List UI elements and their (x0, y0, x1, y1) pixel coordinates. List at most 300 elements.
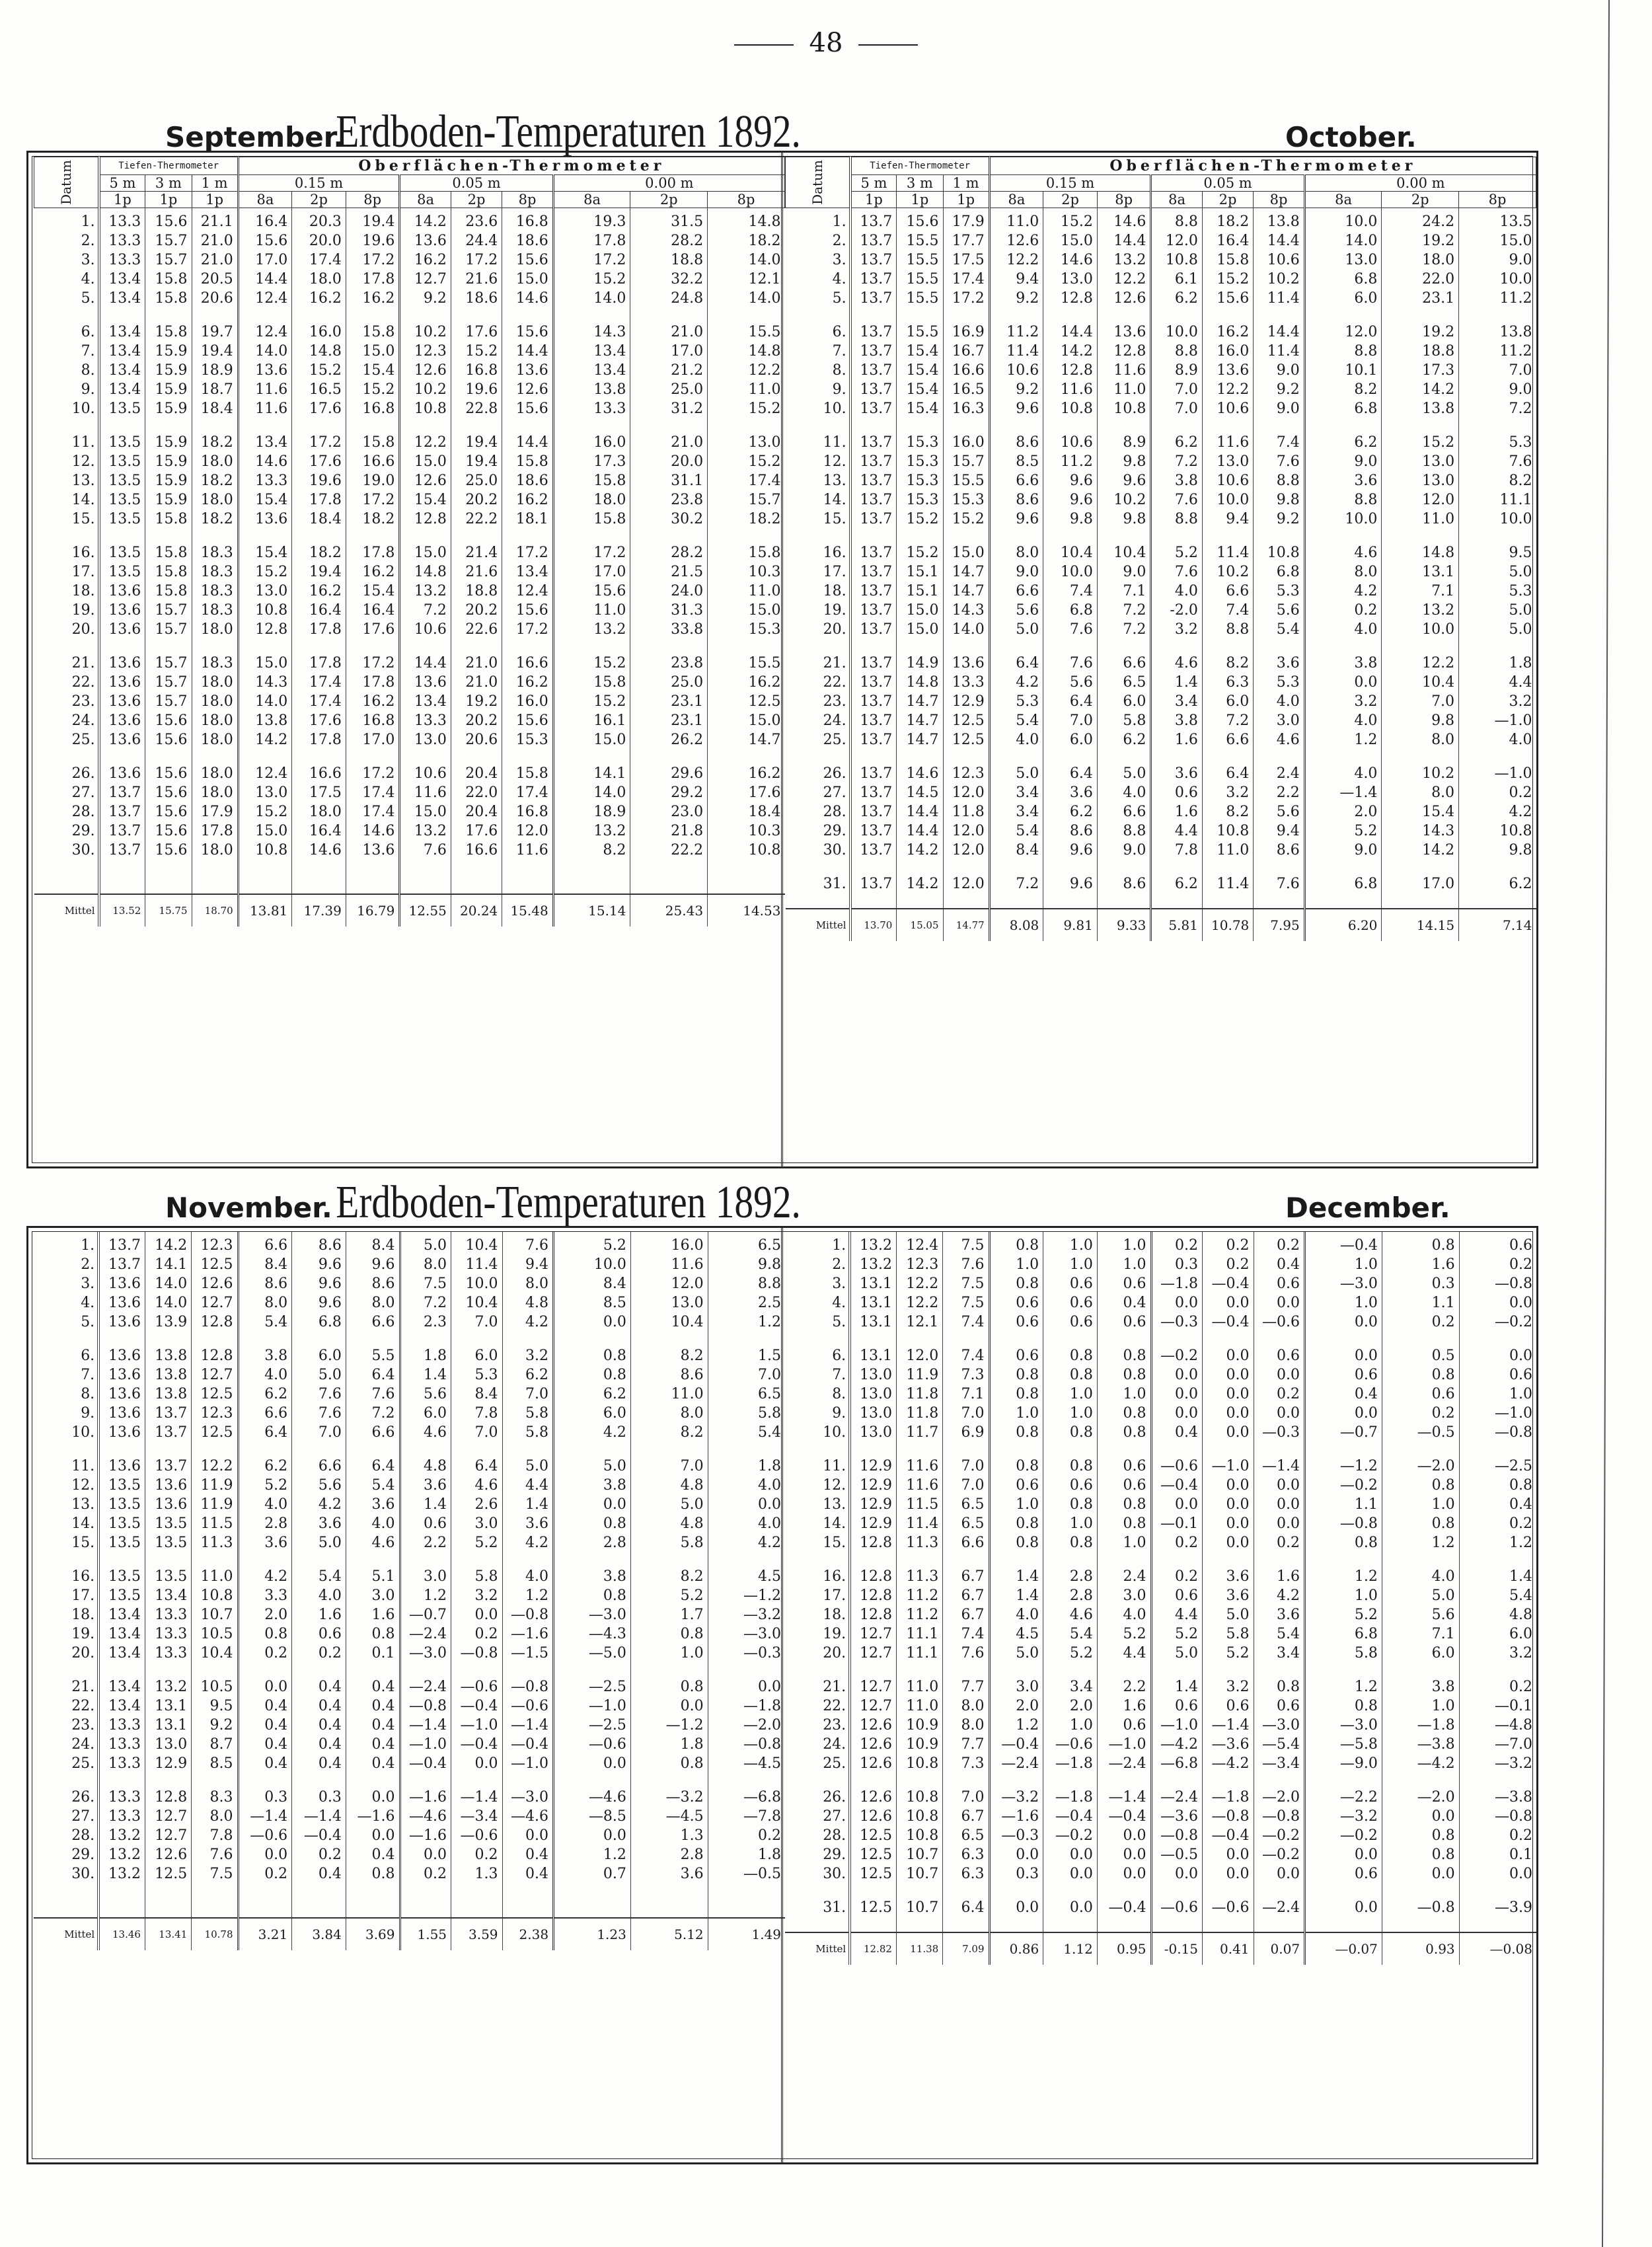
value-cell: 0.6 (1097, 1476, 1151, 1495)
value-cell: —3.0 (554, 1605, 631, 1624)
value-cell: 15.7 (943, 452, 989, 471)
value-cell: 1.4 (1151, 1677, 1203, 1696)
table-row (34, 452, 785, 471)
table-row (786, 764, 1536, 783)
table-row (786, 231, 1536, 250)
value-cell: 17.0 (553, 562, 630, 582)
table-row (785, 1514, 1536, 1533)
value-cell: 14.3 (553, 323, 630, 342)
value-cell: 12.5 (859, 1827, 892, 1844)
value-cell: —0.2 (1254, 1845, 1305, 1864)
value-cell: 6.0 (292, 1346, 346, 1365)
value-cell: 7.2 (1459, 399, 1536, 418)
value-cell: 6.4 (1043, 764, 1098, 783)
value-cell: —1.4 (400, 1716, 451, 1735)
value-cell: 0.4 (346, 1716, 400, 1735)
value-cell: 21.6 (451, 562, 502, 582)
value-cell: —0.2 (1254, 1826, 1305, 1845)
mittel-cell: 15.05 (897, 909, 943, 941)
value-cell: 12.9 (145, 1754, 191, 1773)
value-cell: 9.2 (989, 380, 1043, 399)
value-cell: 5.0 (554, 1457, 631, 1476)
day-cell: 29. (786, 821, 850, 841)
value-cell: 13.7 (860, 473, 893, 489)
day-cell: 6. (34, 1346, 98, 1365)
value-cell: 13.2 (553, 821, 630, 841)
value-cell: 13.7 (860, 511, 893, 527)
value-cell: 17.4 (502, 783, 553, 802)
value-cell: 8.4 (554, 1274, 631, 1293)
value-cell: —2.2 (1305, 1788, 1382, 1807)
hour-header: 2p (292, 192, 346, 208)
value-cell: 10.8 (896, 1788, 942, 1807)
table-row (34, 582, 785, 601)
table-row (34, 1605, 785, 1624)
bottom-section-header (26, 1170, 1526, 1229)
day-cell: 24. (785, 1735, 850, 1754)
day-cell: 20. (786, 620, 850, 639)
value-cell: 12.6 (859, 1755, 892, 1772)
day-cell: 3. (34, 250, 99, 270)
value-cell: 5.0 (1459, 562, 1536, 582)
mittel-cell: 12.82 (850, 1932, 896, 1965)
value-cell: 10.0 (554, 1255, 631, 1274)
table-row (34, 1624, 785, 1644)
value-cell: 1.0 (989, 1255, 1043, 1274)
value-cell: 14.4 (238, 270, 292, 289)
value-cell: 15.5 (897, 250, 943, 270)
value-cell: 4.6 (1151, 654, 1202, 673)
value-cell: 0.2 (400, 1864, 451, 1884)
table-row (785, 1898, 1536, 1917)
value-cell: 6.0 (400, 1404, 451, 1423)
table-row (785, 1293, 1536, 1313)
value-cell: 10.8 (896, 1807, 942, 1826)
value-cell: 16.3 (943, 399, 989, 418)
value-cell: 9.2 (989, 289, 1043, 308)
day-cell: 19. (785, 1624, 850, 1644)
value-cell: 15.3 (897, 471, 943, 490)
value-cell: 13.4 (108, 1645, 141, 1661)
depth-header: 5 m (850, 175, 897, 192)
value-cell: 0.6 (1151, 783, 1202, 802)
value-cell: 13.5 (108, 1587, 141, 1604)
value-cell: 5.8 (630, 1533, 708, 1552)
value-cell: 12.7 (192, 1365, 238, 1385)
value-cell: 7.6 (1254, 874, 1304, 894)
value-cell: 11.1 (896, 1624, 942, 1644)
value-cell: 0.6 (292, 1624, 346, 1644)
depth-header: 0.15 m (238, 175, 400, 192)
value-cell: 16.4 (292, 601, 346, 620)
value-cell: 6.6 (989, 582, 1043, 601)
value-cell: 13.0 (238, 783, 292, 802)
value-cell: 14.4 (1097, 231, 1151, 250)
value-cell: 0.8 (554, 1365, 631, 1385)
value-cell: 0.8 (1043, 1533, 1098, 1552)
value-cell: 1.0 (1382, 1696, 1459, 1716)
day-cell: 20. (785, 1644, 850, 1663)
value-cell: 18.4 (192, 399, 238, 418)
value-cell: 6.0 (554, 1404, 631, 1423)
value-cell: —3.0 (708, 1624, 785, 1644)
day-cell: 3. (34, 1274, 98, 1293)
value-cell: 21.8 (630, 821, 708, 841)
value-cell: 12.0 (896, 1346, 942, 1365)
value-cell: 9.2 (1254, 510, 1304, 529)
value-cell: 10.8 (238, 601, 292, 620)
value-cell: 1.0 (1097, 1385, 1151, 1404)
value-cell: 20.0 (292, 231, 346, 250)
mittel-cell: 15.75 (145, 894, 192, 927)
day-cell: 21. (786, 654, 850, 673)
value-cell: 0.0 (1203, 1365, 1254, 1385)
value-cell: —3.0 (502, 1788, 554, 1807)
value-cell: 0.0 (1203, 1864, 1254, 1884)
value-cell: 13.2 (1382, 601, 1459, 620)
value-cell: —3.8 (1459, 1788, 1536, 1807)
mittel-cell: 8.08 (989, 909, 1043, 941)
value-cell: 5.0 (989, 1644, 1043, 1663)
value-cell: 13.5 (108, 453, 141, 470)
value-cell: 13.7 (860, 712, 893, 729)
value-cell: 12.0 (943, 821, 989, 841)
value-cell: 7.8 (192, 1826, 238, 1845)
hour-header: 8p (1097, 192, 1151, 208)
value-cell: 8.5 (192, 1754, 238, 1773)
day-cell: 29. (785, 1845, 850, 1864)
value-cell: 13.5 (108, 1477, 141, 1494)
value-cell: 0.0 (1305, 1346, 1382, 1365)
value-cell: —0.6 (1151, 1457, 1203, 1476)
value-cell: —0.8 (1382, 1898, 1459, 1917)
mittel-row (34, 1918, 785, 1950)
value-cell: 4.0 (346, 1514, 400, 1533)
table-row (786, 821, 1536, 841)
day-cell: 18. (34, 582, 99, 601)
value-cell: 8.2 (553, 841, 630, 860)
value-cell: 13.7 (860, 583, 893, 599)
section-title: Erdboden-Temperaturen 1892. (336, 106, 801, 157)
table-row (34, 783, 785, 802)
value-cell: 7.4 (1202, 601, 1253, 620)
top-section-header (26, 99, 1526, 159)
value-cell: 1.7 (630, 1605, 708, 1624)
value-cell: —0.8 (451, 1644, 503, 1663)
hour-header: 8a (238, 192, 292, 208)
table-row (785, 1826, 1536, 1845)
value-cell: 13.1 (859, 1348, 892, 1364)
value-cell: 13.5 (108, 400, 141, 417)
value-cell: 8.6 (1254, 841, 1304, 860)
value-cell: 12.9 (943, 692, 989, 711)
value-cell: 13.0 (1202, 452, 1253, 471)
value-cell: 15.8 (553, 471, 630, 490)
value-cell: 10.4 (1043, 543, 1098, 562)
oberflaechen-header: Oberflächen-Thermometer (238, 157, 784, 175)
value-cell: 13.5 (108, 473, 141, 489)
value-cell: 10.4 (192, 1644, 238, 1663)
value-cell: 0.8 (1305, 1696, 1382, 1716)
value-cell: 17.8 (553, 231, 630, 250)
value-cell: 11.6 (238, 399, 292, 418)
value-cell: 1.0 (1043, 1232, 1098, 1255)
value-cell: 15.6 (145, 841, 192, 860)
value-cell: 0.0 (1254, 1404, 1305, 1423)
value-cell: 3.6 (238, 1533, 292, 1552)
value-cell: 12.3 (192, 1404, 238, 1423)
value-cell: 6.6 (1202, 730, 1253, 749)
mittel-cell: 13.41 (145, 1918, 191, 1950)
table-row (786, 543, 1536, 562)
value-cell: 15.6 (502, 711, 553, 730)
value-cell: 18.4 (292, 510, 346, 529)
value-cell: 2.8 (1043, 1586, 1098, 1605)
value-cell: 22.2 (630, 841, 708, 860)
value-cell: 7.5 (943, 1293, 989, 1313)
value-cell: 6.6 (1097, 802, 1151, 821)
value-cell: 12.0 (943, 874, 989, 894)
table-row (34, 1346, 785, 1365)
value-cell: 0.2 (1203, 1232, 1254, 1255)
value-cell: 13.7 (860, 290, 893, 307)
value-cell: 0.6 (1151, 1586, 1203, 1605)
value-cell: 13.4 (502, 562, 553, 582)
value-cell: 24.0 (630, 582, 708, 601)
value-cell: 15.3 (897, 433, 943, 452)
value-cell: 0.0 (1254, 1476, 1305, 1495)
value-cell: 13.7 (860, 621, 893, 638)
value-cell: 13.6 (400, 231, 451, 250)
value-cell: 17.2 (943, 289, 989, 308)
mittel-cell: 10.78 (192, 1918, 238, 1950)
value-cell: 8.0 (192, 1807, 238, 1826)
table-row (34, 361, 785, 380)
hour-header: 1p (99, 192, 145, 208)
value-cell: 14.4 (1254, 323, 1304, 342)
hour-header: 1p (192, 192, 238, 208)
value-cell: 15.2 (553, 654, 630, 673)
value-cell: 6.7 (943, 1605, 989, 1624)
table-row (785, 1533, 1536, 1552)
day-cell: 1. (34, 208, 99, 232)
day-cell: 7. (785, 1365, 850, 1385)
value-cell: 14.4 (1043, 323, 1098, 342)
value-cell: 17.8 (292, 654, 346, 673)
value-cell: 9.6 (989, 510, 1043, 529)
value-cell: 13.4 (238, 433, 292, 452)
value-cell: 6.2 (1097, 730, 1151, 749)
day-cell: 16. (34, 1567, 98, 1586)
value-cell: 11.2 (896, 1586, 942, 1605)
table-row (34, 1716, 785, 1735)
value-cell: 13.7 (860, 655, 893, 671)
table-row (34, 323, 785, 342)
value-cell: 5.6 (989, 601, 1043, 620)
value-cell: 29.6 (630, 764, 708, 783)
value-cell: 13.5 (108, 1496, 141, 1513)
value-cell: 22.0 (451, 783, 502, 802)
value-cell: 7.5 (943, 1274, 989, 1293)
value-cell: 12.2 (896, 1293, 942, 1313)
value-cell: —5.8 (1305, 1735, 1382, 1754)
day-cell: 26. (34, 764, 99, 783)
section-title: Erdboden-Temperaturen 1892. (336, 1177, 801, 1228)
value-cell: 11.6 (400, 783, 451, 802)
value-cell: 13.7 (108, 1237, 141, 1254)
value-cell: 15.8 (346, 433, 400, 452)
mittel-cell: 13.70 (850, 909, 897, 941)
table-row (786, 208, 1536, 232)
day-cell: 4. (785, 1293, 850, 1313)
value-cell: 6.4 (1202, 764, 1253, 783)
value-cell: 14.4 (897, 821, 943, 841)
value-cell: —1.6 (502, 1624, 554, 1644)
value-cell: 15.5 (897, 231, 943, 250)
table-row (785, 1807, 1536, 1826)
value-cell: 14.3 (238, 673, 292, 692)
value-cell: 0.8 (989, 1457, 1043, 1476)
value-cell: —7.8 (708, 1807, 785, 1826)
value-cell: 9.6 (292, 1274, 346, 1293)
value-cell: 7.6 (346, 1385, 400, 1404)
value-cell: —2.0 (708, 1716, 785, 1735)
value-cell: 0.0 (1151, 1385, 1203, 1404)
value-cell: 14.6 (1097, 208, 1151, 232)
value-cell: 29.2 (630, 783, 708, 802)
value-cell: 1.0 (1305, 1586, 1382, 1605)
value-cell: 5.8 (502, 1404, 554, 1423)
value-cell: 4.0 (1097, 783, 1151, 802)
value-cell: 5.4 (1254, 620, 1304, 639)
value-cell: 11.0 (896, 1677, 942, 1696)
value-cell: 15.2 (1202, 270, 1253, 289)
value-cell: —0.4 (292, 1826, 346, 1845)
value-cell: —4.8 (1459, 1716, 1536, 1735)
value-cell: 16.5 (943, 380, 989, 399)
day-cell: 9. (34, 1404, 98, 1423)
value-cell: 13.7 (860, 343, 893, 360)
table-row (785, 1346, 1536, 1365)
value-cell: 11.9 (896, 1365, 942, 1385)
table-row (786, 654, 1536, 673)
value-cell: 4.0 (1151, 582, 1202, 601)
day-cell: 18. (34, 1605, 98, 1624)
day-cell: 3. (785, 1274, 850, 1293)
value-cell: 13.5 (108, 492, 141, 508)
value-cell: 0.6 (1097, 1716, 1151, 1735)
value-cell: 8.0 (238, 1293, 292, 1313)
value-cell: 18.2 (192, 471, 238, 490)
table-row (785, 1313, 1536, 1332)
value-cell: 12.6 (502, 380, 553, 399)
value-cell: 18.8 (630, 250, 708, 270)
value-cell: 12.2 (1202, 380, 1253, 399)
value-cell: 13.3 (553, 399, 630, 418)
value-cell: 9.2 (192, 1716, 238, 1735)
value-cell: 7.8 (451, 1404, 503, 1423)
value-cell: 5.5 (346, 1346, 400, 1365)
value-cell: 13.3 (145, 1605, 191, 1624)
value-cell: —1.0 (554, 1696, 631, 1716)
value-cell: 3.4 (989, 802, 1043, 821)
table-row (34, 711, 785, 730)
value-cell: 12.6 (192, 1274, 238, 1293)
hour-header: 8a (400, 192, 451, 208)
value-cell: 18.0 (192, 692, 238, 711)
value-cell: 5.0 (400, 1232, 451, 1255)
day-cell: 31. (785, 1898, 850, 1917)
value-cell: —4.2 (1203, 1754, 1254, 1773)
value-cell: 5.8 (708, 1404, 785, 1423)
value-cell: 12.6 (859, 1789, 892, 1806)
value-cell: 32.2 (630, 270, 708, 289)
value-cell: 1.1 (1382, 1293, 1459, 1313)
day-cell: 26. (786, 764, 850, 783)
value-cell: 13.7 (145, 1423, 191, 1442)
value-cell: 5.0 (989, 764, 1043, 783)
value-cell: 10.6 (400, 620, 451, 639)
table-row (786, 730, 1536, 749)
value-cell: 13.4 (108, 381, 141, 398)
value-cell: 4.6 (1043, 1605, 1098, 1624)
value-cell: 0.8 (1305, 1533, 1382, 1552)
value-cell: —0.2 (1043, 1826, 1098, 1845)
value-cell: —4.6 (502, 1807, 554, 1826)
value-cell: 0.0 (1459, 1293, 1536, 1313)
day-cell: 29. (34, 821, 99, 841)
value-cell: 10.7 (896, 1864, 942, 1884)
value-cell: 3.0 (400, 1567, 451, 1586)
value-cell: 7.7 (943, 1735, 989, 1754)
value-cell: 20.2 (451, 711, 502, 730)
value-cell: 3.8 (554, 1567, 631, 1586)
value-cell: 6.2 (1151, 433, 1202, 452)
value-cell: 15.8 (145, 562, 192, 582)
value-cell: 13.7 (108, 1256, 141, 1273)
value-cell: 18.0 (192, 841, 238, 860)
value-cell: 0.4 (502, 1864, 554, 1884)
value-cell: 13.7 (860, 453, 893, 470)
table-row (34, 1533, 785, 1552)
value-cell: 9.6 (1043, 841, 1098, 860)
value-cell: —1.0 (1459, 1404, 1536, 1423)
value-cell: 0.2 (238, 1864, 292, 1884)
value-cell: 15.4 (897, 380, 943, 399)
oberflaechen-header: Oberflächen-Thermometer (989, 157, 1536, 175)
value-cell: 15.7 (145, 673, 192, 692)
value-cell: 7.0 (1151, 380, 1202, 399)
value-cell: 13.1 (859, 1314, 892, 1330)
value-cell: 18.0 (192, 711, 238, 730)
value-cell: 13.6 (108, 1386, 141, 1402)
value-cell: 1.6 (1382, 1255, 1459, 1274)
value-cell: 13.7 (860, 765, 893, 782)
value-cell: 0.0 (346, 1826, 400, 1845)
value-cell: 0.2 (1151, 1533, 1203, 1552)
value-cell: 13.6 (238, 510, 292, 529)
value-cell: 3.6 (502, 1514, 554, 1533)
value-cell: 21.0 (630, 323, 708, 342)
value-cell: 12.7 (145, 1826, 191, 1845)
value-cell: 5.4 (346, 1476, 400, 1495)
value-cell: 9.6 (1097, 471, 1151, 490)
hour-header: 1p (897, 192, 943, 208)
value-cell: 6.5 (943, 1514, 989, 1533)
value-cell: 18.0 (292, 270, 346, 289)
day-cell: 23. (785, 1716, 850, 1735)
value-cell: —1.4 (1203, 1716, 1254, 1735)
